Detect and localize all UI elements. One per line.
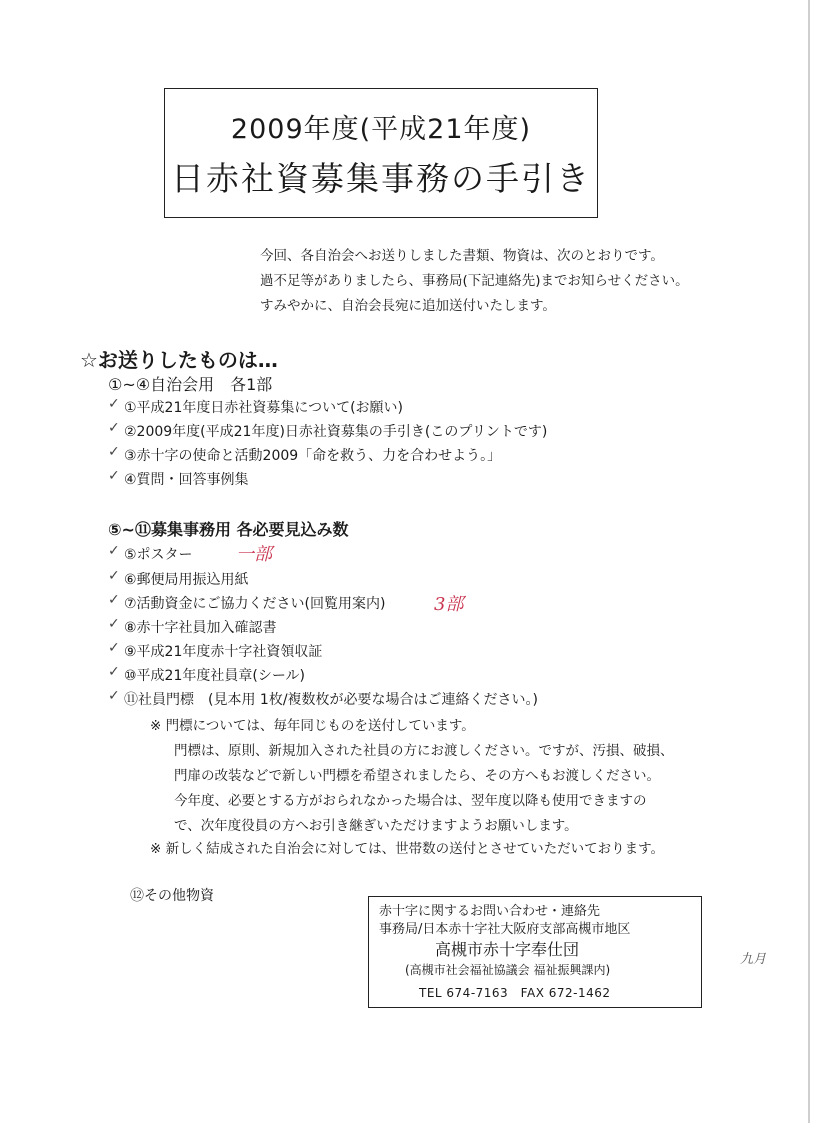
page-edge [808,0,810,1123]
intro-line: 過不足等がありましたら、事務局(下記連絡先)までお知らせください。 [260,273,689,289]
contact-box [368,896,702,1008]
note-line: 門標は、原則、新規加入された社員の方にお渡しください。ですが、汚損、破損、 [174,743,674,759]
check-mark-icon: ✓ [108,664,120,680]
list-item-label: ③赤十字の使命と活動2009「命を救う、力を合わせよう。」 [124,448,502,464]
title-box [164,88,598,218]
title-line-1: 2009年度(平成21年度) [230,114,532,145]
list-item-label: ⑤ポスター [124,547,193,563]
intro-line: 今回、各自治会へお送りしました書類、物資は、次のとおりです。 [260,248,664,264]
list-item-label: ⑩平成21年度社員章(シール) [124,668,306,684]
contact-location: (高槻市社会福祉協議会 福祉振興課内) [405,963,611,977]
handwritten-note-poster: 一部 [236,544,272,565]
intro-paragraph [260,244,689,319]
section-heading: ☆お送りしたものは… [80,348,278,372]
check-mark-icon: ✓ [108,616,120,632]
note-line: で、次年度役員の方へお引き継ぎいただけますようお願いします。 [174,818,578,834]
check-mark-icon: ✓ [108,640,120,656]
list-item-label: ⑦活動資金にご協力ください(回覧用案内) [124,596,386,612]
handwritten-note-flyer: 3部 [434,594,464,615]
check-mark-icon: ✓ [108,543,120,559]
check-mark-icon: ✓ [108,688,120,704]
title-line-2: 日赤社資募集事務の手引き [171,159,591,198]
check-mark-icon: ✓ [108,568,120,584]
intro-line: すみやかに、自治会長宛に追加送付いたします。 [260,298,556,314]
check-mark-icon: ✓ [108,396,120,412]
list-item-label: ⑪社員門標 (見本用 1枚/複数枚が必要な場合はご連絡ください。) [124,692,538,708]
note-line: 門扉の改装などで新しい門標を希望されましたら、その方へもお渡しください。 [174,768,660,784]
contact-phone-fax: TEL 674-7163 FAX 672-1462 [419,986,611,1000]
check-mark-icon: ✓ [108,444,120,460]
note-line: ※ 新しく結成された自治会に対しては、世帯数の送付とさせていただいております。 [150,841,665,857]
other-items-label: ⑫その他物資 [130,888,214,904]
list-item-label: ②2009年度(平成21年度)日赤社資募集の手引き(このプリントです) [124,424,548,440]
subsection-heading-association: ①~④自治会用 各1部 [108,375,273,394]
check-mark-icon: ✓ [108,420,120,436]
check-mark-icon: ✓ [108,468,120,484]
handwritten-margin-note: 九月 [740,952,767,967]
list-item-label: ⑥郵便局用振込用紙 [124,572,249,588]
list-item-label: ①平成21年度日赤社資募集について(お願い) [124,400,404,416]
contact-heading: 赤十字に関するお問い合わせ・連絡先 [379,904,601,919]
check-mark-icon: ✓ [108,592,120,608]
contact-office: 事務局/日本赤十字社大阪府支部高槻市地区 [379,922,631,937]
list-item-label: ⑨平成21年度赤十字社資領収証 [124,644,323,660]
subsection-heading-office: ⑤~⑪募集事務用 各必要見込み数 [108,520,349,539]
list-item-label: ④質問・回答事例集 [124,472,249,488]
list-item-label: ⑧赤十字社員加入確認書 [124,620,277,636]
note-line: 今年度、必要とする方がおられなかった場合は、翌年度以降も使用できますの [174,793,647,809]
contact-organization: 高槻市赤十字奉仕団 [435,940,580,959]
note-line: ※ 門標については、毎年同じものを送付しています。 [150,718,475,734]
